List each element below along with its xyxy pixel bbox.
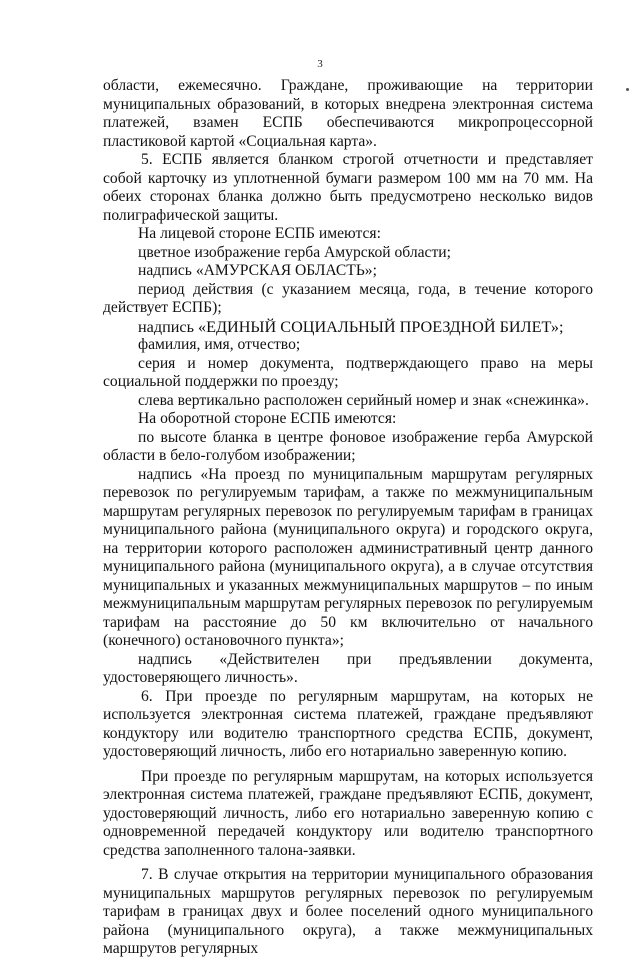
paragraph-front-serial-number: слева вертикально расположен серийный номер и знак «снежинка». <box>138 391 589 409</box>
paragraph-front-ticket-title: надпись «ЕДИНЫЙ СОЦИАЛЬНЫЙ ПРОЕЗДНОЙ БИЛЕТ»; <box>138 317 564 336</box>
paragraph-continuation: области, ежемесячно. Граждане, проживающие на территории муниципальных образований, в которых внедрена электронная система платежей, взамен ЕСПБ обеспечиваются микропроцессорной пластиковой картой «Социальная карта». <box>103 77 593 150</box>
paragraph-back-side-heading: На оборотной стороне ЕСПБ имеются: <box>138 410 397 427</box>
paragraph-item-6: 6. При проезде по регулярным маршрутам, на которых не используется электронная система платежей, граждане предъявляют кондуктору или водителю транспортного средства ЕСПБ, документ, удостоверяющий личность, либо его нотариально заверенную копию. <box>103 687 593 760</box>
paragraph-back-route-inscription: надпись «На проезд по муниципальным маршрутам регулярных перевозок по регулируемым тарифам, а также по межмуниципальным маршрутам регулярных перевозок по регулируемым тарифам в границах муниципального района (муниципального округа) и городского округа, на территории которого расположен административный центр данного муниципального района (муниципального округа), а в случае отсутствия муниципальных и указанных межмуниципальных маршрутов – по иным межмуниципальным маршрутам регулярных перевозок по регулируемым тарифам на расстояние до 50 км включительно от начального (конечного) остановочного пункта»; <box>103 465 593 649</box>
paragraph-front-validity-period: период действия (с указанием месяца, года, в течение которого действует ЕСПБ); <box>103 280 593 316</box>
paragraph-front-document-number: серия и номер документа, подтверждающего право на меры социальной поддержки по проезду; <box>103 354 593 390</box>
paragraph-front-coat-of-arms: цветное изображение герба Амурской области; <box>138 243 451 261</box>
scan-dot <box>626 88 629 91</box>
document-body <box>103 77 593 959</box>
paragraph-front-full-name: фамилия, имя, отчество; <box>138 336 301 353</box>
paragraph-item-6-electronic: При проезде по регулярным маршрутам, на которых используется электронная система платежей, граждане предъявляют ЕСПБ, документ, удостоверяющий личность, либо его нотариально заверенную копию с одновременной передачей кондуктору или водителю транспортного средства заполненного талона-заявки. <box>103 767 593 859</box>
paragraph-back-validity-inscription: надпись «Действителен при предъявлении документа, удостоверяющего личность». <box>103 650 593 686</box>
paragraph-front-region-label: надпись «АМУРСКАЯ ОБЛАСТЬ»; <box>138 262 377 279</box>
paragraph-item-5: 5. ЕСПБ является бланком строгой отчетности и представляет собой карточку из уплотненной бумаги размером 100 мм на 70 мм. На обеих сторонах бланка должно быть предусмотрено несколько видов полиграфической защиты. <box>103 151 593 224</box>
paragraph-item-7: 7. В случае открытия на территории муниципального образования муниципальных маршрутов регулярных перевозок по регулируемым тарифам в границах двух и более поселений одного муниципального района (муниципального округа), а также межмуниципальных маршрутов регулярных <box>103 866 593 957</box>
page-number: 3 <box>317 58 323 70</box>
paragraph-front-side-heading: На лицевой стороне ЕСПБ имеются: <box>138 225 381 242</box>
paragraph-back-coat-of-arms: по высоте бланка в центре фоновое изображение герба Амурской области в бело-голубом изображении; <box>103 428 593 464</box>
